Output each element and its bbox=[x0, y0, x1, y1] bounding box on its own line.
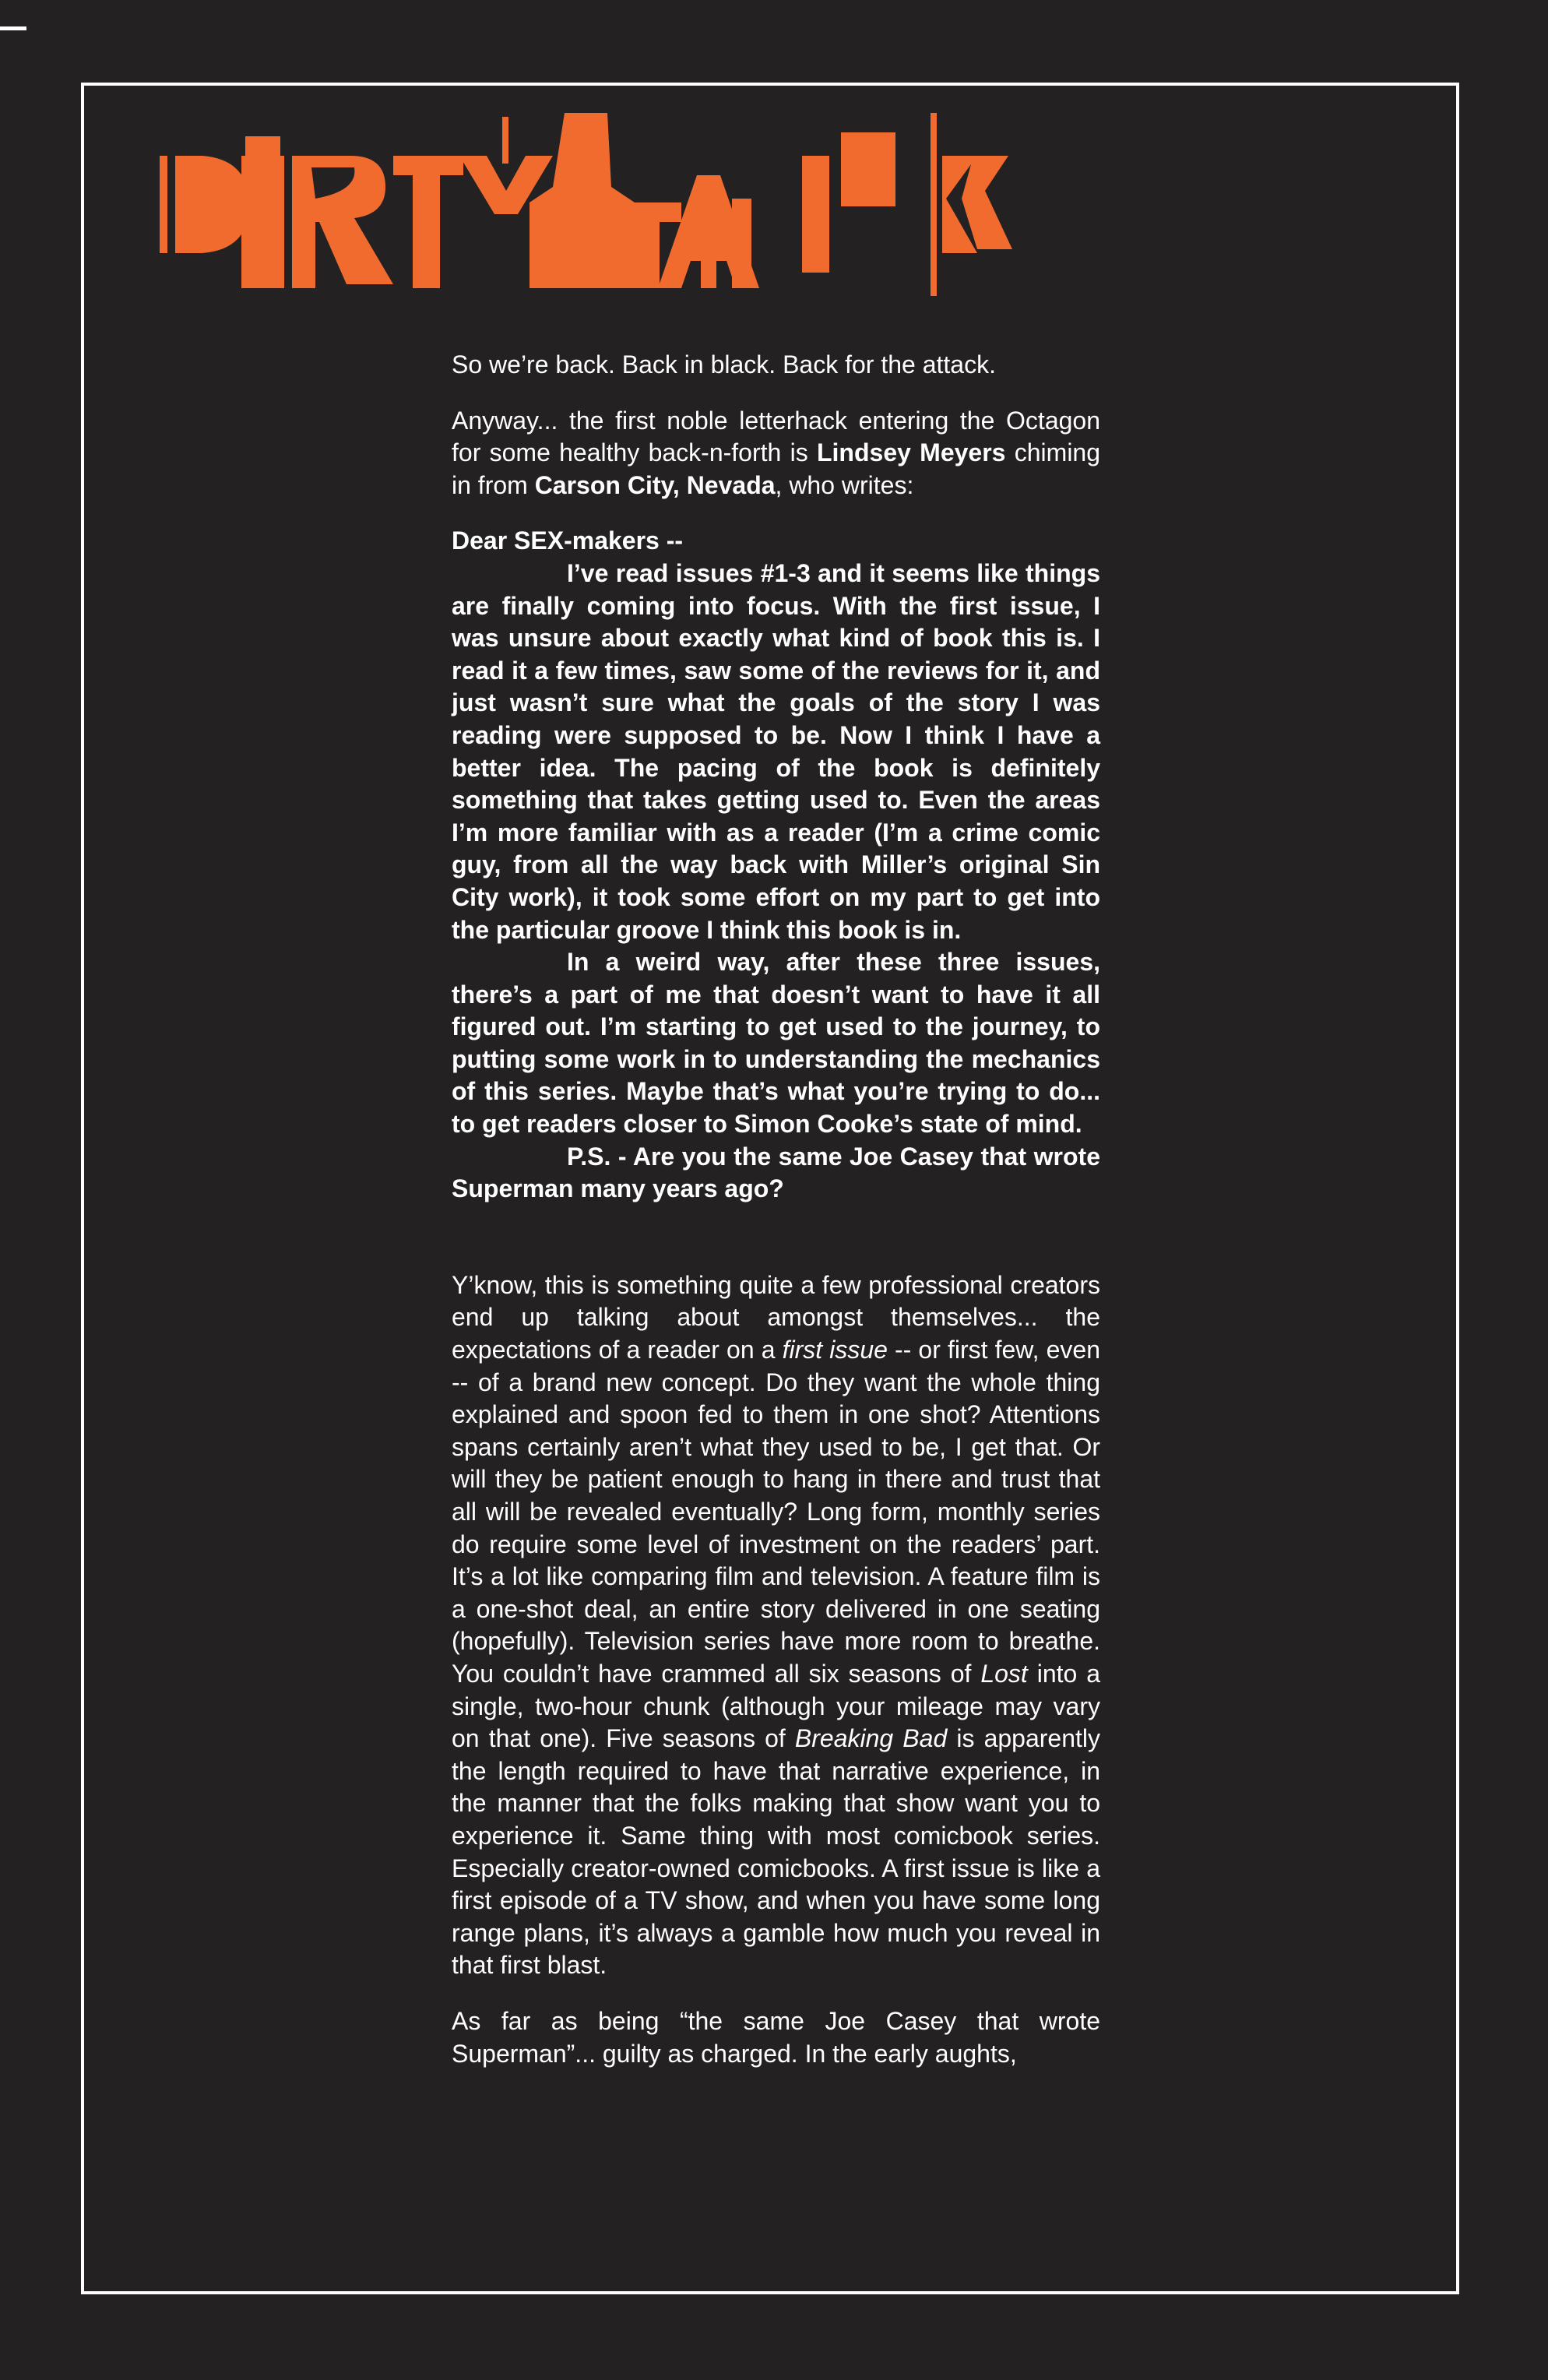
reply-italic: Lost bbox=[980, 1659, 1028, 1688]
reply-text: is apparently the length required to have that narrative experience, in the manner that the folks making that show want you to experience it. Same thing with most comicbook series. Especially creator-owned comicbooks. A first issue is like a first episode of a TV show, and when you have some long range plans, it’s always a gamble how much you reveal in that first blast. bbox=[452, 1724, 1100, 1980]
reply-text: Y’know, this is something quite a few professional creators end up talking about amongst themselves... the expectations of a reader on a bbox=[452, 1270, 1100, 1364]
letter-paragraph: I’ve read issues #1-3 and it seems like things are finally coming into focus. With the first issue, I was unsure about exactly what kind of book this is. I read it a few times, saw some of the reviews for it, and just wasn’t sure what the goals of the story I was reading were supposed to be. Now I think I have a better idea. The pacing of the book is definitely something that takes getting used to. Even the areas I’m more familiar with as a reader (I’m a crime comic guy, from all the way back with Miller’s original Sin City work), it took some effort on my part to get into the particular groove I think this book is in. bbox=[452, 558, 1100, 944]
reply-italic: Breaking Bad bbox=[794, 1724, 948, 1753]
dirty-talk-logo-art bbox=[160, 113, 1437, 296]
reply-text: into a single, two-hour chunk (although your mileage may vary on that one). Five seasons of bbox=[452, 1659, 1101, 1753]
letter-writer-name: Lindsey Meyers bbox=[816, 438, 1006, 467]
reply-paragraph bbox=[452, 1269, 1100, 1982]
intro-text-b: chiming in from bbox=[452, 438, 1101, 499]
intro-paragraph bbox=[452, 405, 1100, 502]
intro-line: So we’re back. Back in black. Back for the attack. bbox=[452, 350, 996, 378]
letter-salutation: Dear SEX-makers -- bbox=[452, 526, 684, 555]
reply-paragraph-continued: As far as being “the same Joe Casey that wrote Superman”... guilty as charged. In the early aughts, bbox=[452, 2006, 1100, 2068]
intro-text-a: Anyway... the first noble letterhack entering the Octagon for some healthy back-n-forth is bbox=[452, 406, 1100, 467]
letter-postscript: P.S. - Are you the same Joe Casey that wrote Superman many years ago? bbox=[452, 1142, 1100, 1203]
letter-writer-location: Carson City, Nevada bbox=[534, 470, 776, 499]
intro-text-c: , who writes: bbox=[775, 470, 914, 499]
reply-text: -- or first few, even -- of a brand new concept. Do they want the whole thing explained and spoon fed to them in one shot? Attentions spans certainly aren’t what they used to be, I get that. Or will they be patient enough to hang in there and trust that all will be revealed eventually? Long form, monthly series do require some level of investment on the readers’ part. It’s a lot like comparing film and television. A feature film is a one-shot deal, an entire story delivered in one seating (hopefully). Television series have more room to breathe. You couldn’t have crammed all six seasons of bbox=[452, 1336, 1101, 1688]
letters-column bbox=[452, 349, 1100, 2070]
letter-paragraph: In a weird way, after these three issues, there’s a part of me that doesn’t want to have it all figured out. I’m starting to get used to the journey, to putting some work in to understanding the mechanics of this series. Maybe that’s what you’re trying to do... to get readers closer to Simon Cooke’s state of mind. bbox=[452, 948, 1100, 1139]
crop-mark bbox=[0, 26, 26, 30]
page-title-logo bbox=[160, 113, 1437, 296]
reply-italic: first issue bbox=[782, 1336, 888, 1364]
